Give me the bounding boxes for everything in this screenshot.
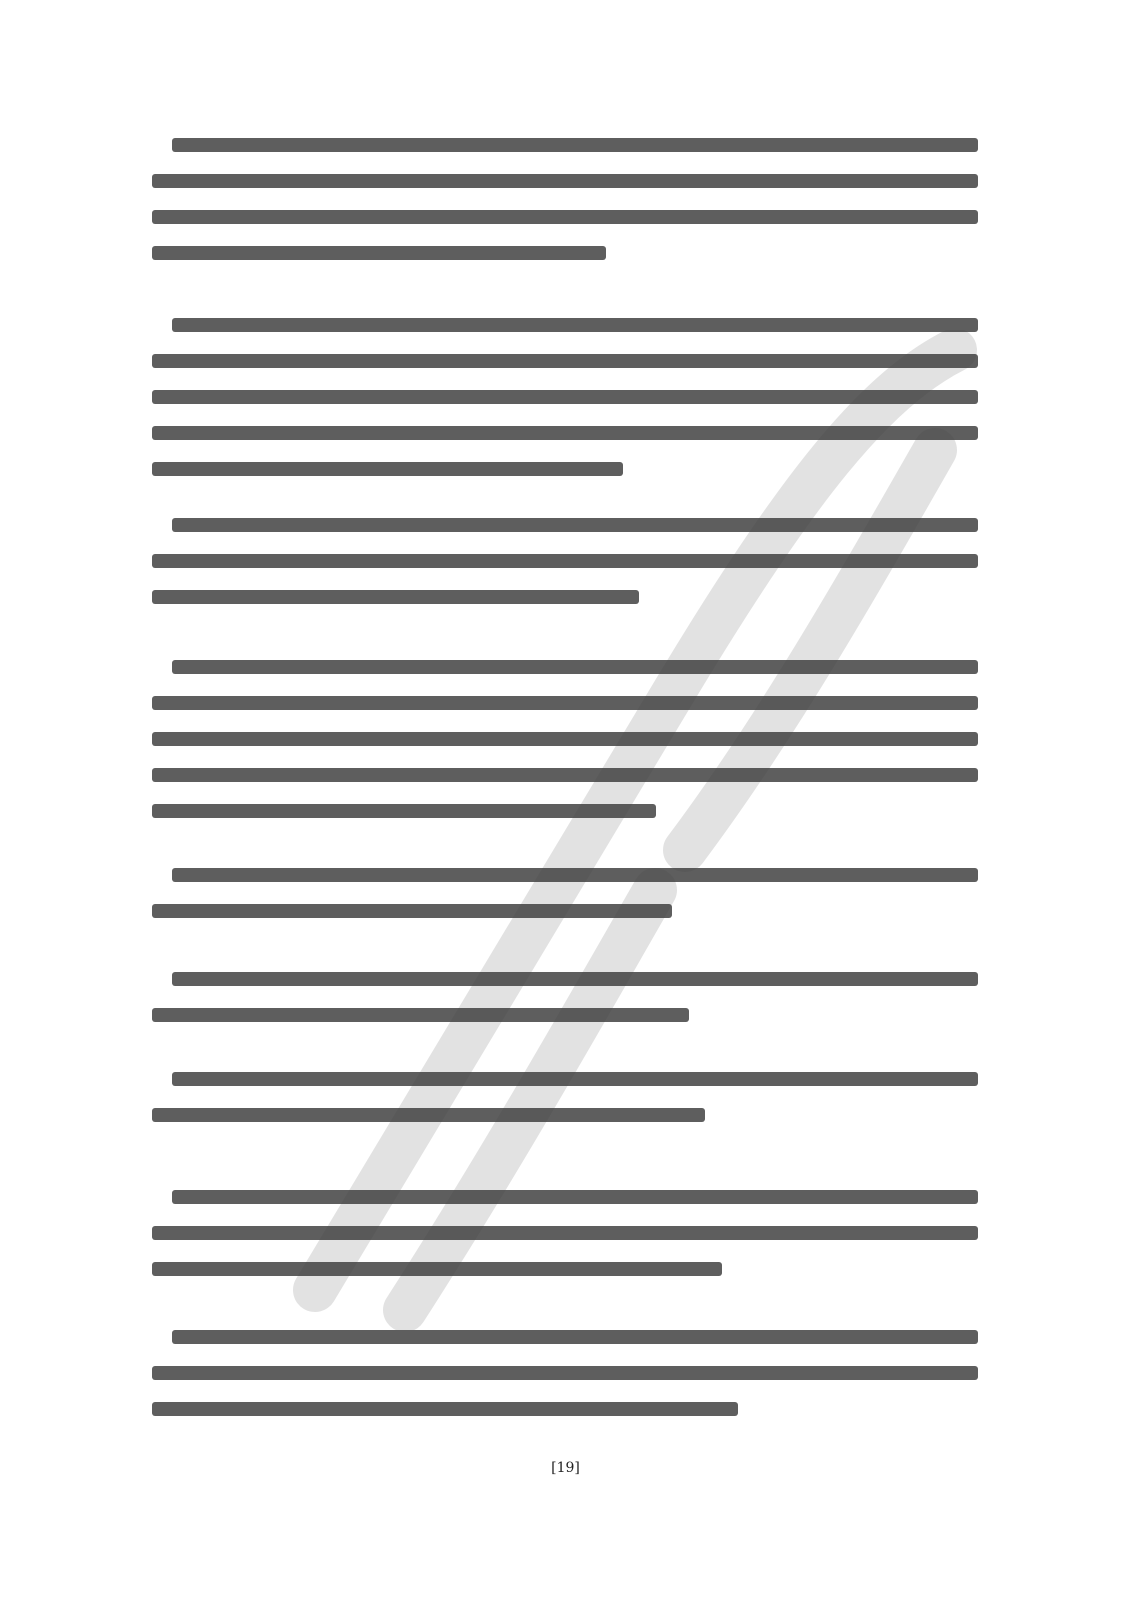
text-line (152, 246, 606, 260)
text-line (172, 660, 978, 674)
text-line (152, 462, 623, 476)
text-line (172, 1190, 978, 1204)
text-line (152, 1108, 705, 1122)
text-line (152, 1008, 689, 1022)
watermark (255, 330, 995, 1330)
text-line (152, 1366, 978, 1380)
text-line (152, 174, 978, 188)
text-line (152, 1226, 978, 1240)
text-line (172, 868, 978, 882)
text-line (172, 518, 978, 532)
text-line (152, 904, 672, 918)
text-line (152, 1262, 722, 1276)
text-line (172, 138, 978, 152)
text-line (152, 804, 656, 818)
text-line (172, 972, 978, 986)
text-line (172, 1072, 978, 1086)
text-line (152, 590, 639, 604)
text-line (152, 768, 978, 782)
text-line (152, 390, 978, 404)
text-line (152, 696, 978, 710)
text-line (152, 426, 978, 440)
text-line (152, 554, 978, 568)
text-line (152, 210, 978, 224)
text-line (152, 732, 978, 746)
page-number: [19] (551, 1460, 580, 1476)
text-line (172, 318, 978, 332)
text-line (152, 354, 978, 368)
text-line (152, 1402, 738, 1416)
text-line (172, 1330, 978, 1344)
